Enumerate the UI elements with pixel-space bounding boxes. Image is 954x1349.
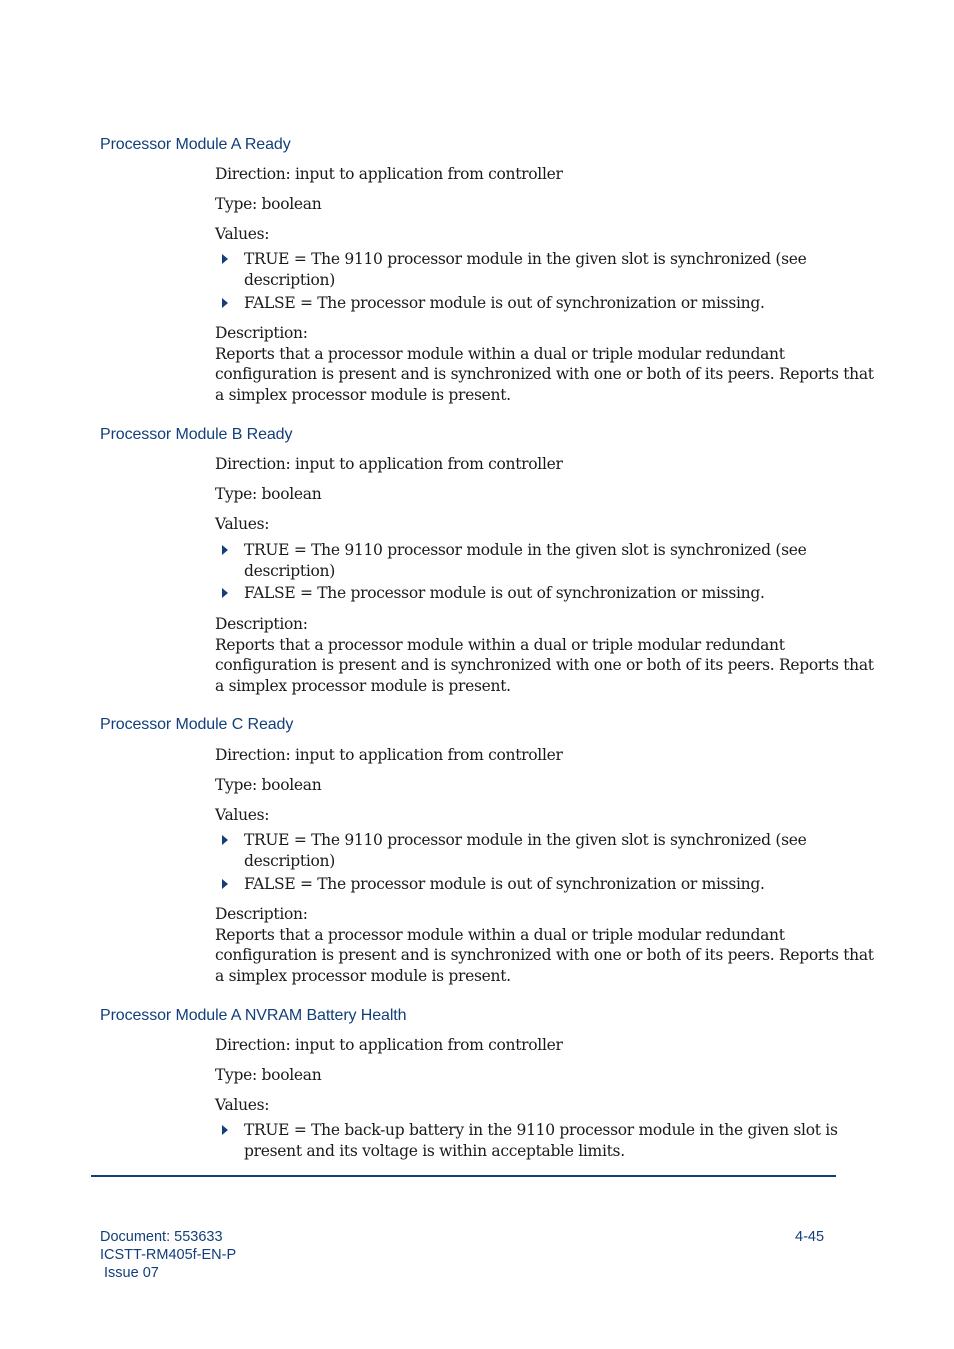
bullet-line: FALSE = The processor module is out of synchronization or missing. — [244, 294, 765, 312]
bullet-arrow-icon — [222, 835, 228, 845]
document-code: ICSTT-RM405f-EN-P — [100, 1247, 237, 1263]
description-line: a simplex processor module is present. — [215, 966, 511, 985]
page-number: 4-45 — [795, 1229, 825, 1245]
description-line: configuration is present and is synchronized with one or both of its peers. Reports that — [215, 365, 874, 383]
type-text: Type: boolean — [215, 1066, 322, 1084]
section-title: Processor Module A NVRAM Battery Health — [100, 1007, 407, 1024]
direction-text: Direction: input to application from controller — [215, 746, 563, 764]
bullet-arrow-icon — [222, 1125, 228, 1135]
bullet-line: FALSE = The processor module is out of synchronization or missing. — [244, 875, 765, 893]
bullet-arrow-icon — [222, 588, 228, 598]
bullet-arrow-icon — [222, 254, 228, 264]
section-title: Processor Module A Ready — [100, 136, 291, 153]
bullet-line: description) — [244, 561, 335, 580]
bullet-line: TRUE = The 9110 processor module in the given slot is synchronized (see — [244, 541, 807, 559]
bullet-line: TRUE = The 9110 processor module in the given slot is synchronized (see — [244, 831, 807, 849]
section-title: Processor Module B Ready — [100, 426, 293, 443]
description-line: configuration is present and is synchronized with one or both of its peers. Reports that — [215, 946, 874, 964]
description-line: Reports that a processor module within a dual or triple modular redundant — [215, 344, 785, 363]
type-text: Type: boolean — [215, 195, 322, 213]
values-label: Values: — [215, 515, 270, 533]
bullet-arrow-icon — [222, 545, 228, 555]
direction-text: Direction: input to application from controller — [215, 165, 563, 183]
direction-text: Direction: input to application from controller — [215, 1036, 563, 1054]
description-line: a simplex processor module is present. — [215, 676, 511, 695]
document-number: Document: 553633 — [100, 1229, 223, 1245]
bullet-line: description) — [244, 851, 335, 870]
issue-number: Issue 07 — [100, 1265, 159, 1281]
footer-document-info — [100, 1228, 236, 1282]
footer-divider — [91, 1175, 836, 1177]
description-line: Reports that a processor module within a dual or triple modular redundant — [215, 925, 785, 944]
description-line: a simplex processor module is present. — [215, 385, 511, 404]
bullet-line: present and its voltage is within acceptable limits. — [244, 1141, 625, 1160]
values-label: Values: — [215, 806, 270, 824]
description-block — [215, 904, 874, 986]
description-block — [215, 614, 874, 696]
bullet-line: description) — [244, 270, 335, 289]
values-label: Values: — [215, 1096, 270, 1114]
description-line: configuration is present and is synchronized with one or both of its peers. Reports that — [215, 656, 874, 674]
bullet-arrow-icon — [222, 879, 228, 889]
description-line: Reports that a processor module within a dual or triple modular redundant — [215, 635, 785, 654]
description-label: Description: — [215, 324, 308, 342]
bullet-line: FALSE = The processor module is out of synchronization or missing. — [244, 584, 765, 602]
values-label: Values: — [215, 225, 270, 243]
bullet-line: TRUE = The back-up battery in the 9110 processor module in the given slot is — [244, 1121, 838, 1139]
type-text: Type: boolean — [215, 776, 322, 794]
type-text: Type: boolean — [215, 485, 322, 503]
description-label: Description: — [215, 615, 308, 633]
bullet-line: TRUE = The 9110 processor module in the given slot is synchronized (see — [244, 250, 807, 268]
description-block — [215, 323, 874, 405]
bullet-arrow-icon — [222, 298, 228, 308]
description-label: Description: — [215, 905, 308, 923]
section-title: Processor Module C Ready — [100, 716, 294, 733]
direction-text: Direction: input to application from controller — [215, 455, 563, 473]
